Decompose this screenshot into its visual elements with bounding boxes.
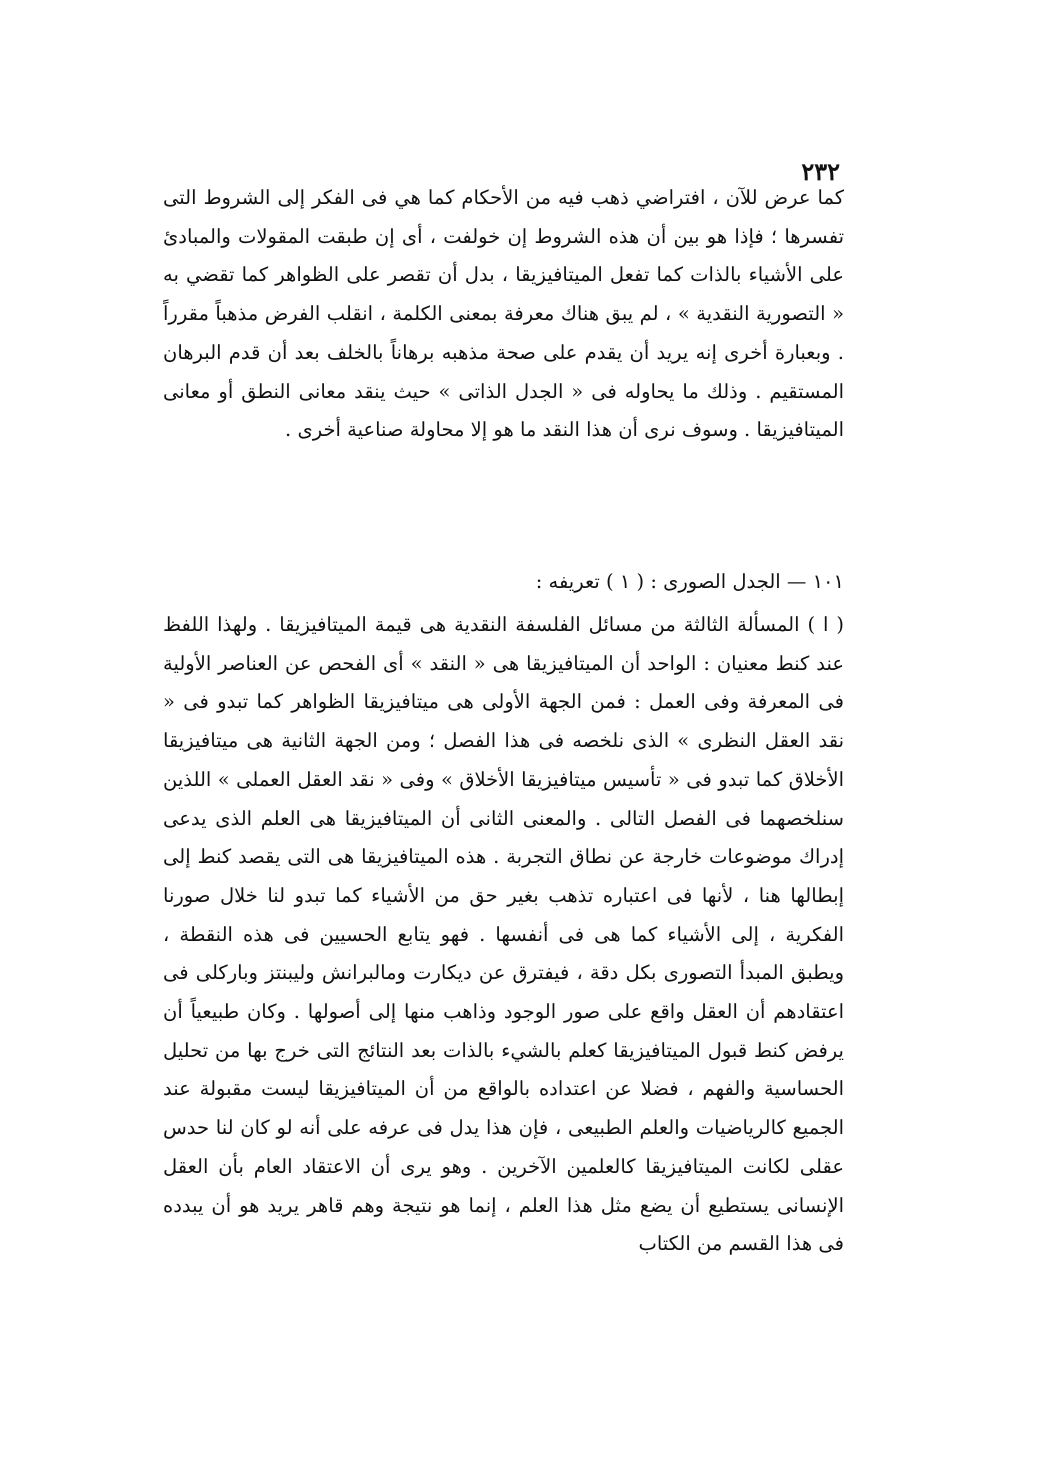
paragraph-text: كما عرض للآن ، افتراضي ذهب فيه من الأحكام كما هي فى الفكر إلى الشروط التى تفسرها ؛ فإذا هو بين أن هذه الشروط إن خولفت ، أى إن طبقت المقولات والمبادئ على الأشياء بالذات كما تفعل الميتافيزيقا ، بدل أن تقصر على الظواهر كما تقضي به « التصورية النقدية » ، لم يبق هناك معرفة بمعنى الكلمة ، انقلب الفرض مذهباً مقرراً . وبعبارة أخرى إنه يريد أن يقدم على صحة مذهبه برهاناً بالخلف بعد أن قدم البرهان المستقيم . وذلك ما يحاوله فى « الجدل الذاتى » حيث ينقد معانى النطق أو معانى الميتافيزيقا . وسوف نرى أن هذا النقد ما هو إلا محاولة صناعية أخرى . <box>163 186 844 442</box>
section-heading: ١٠١ — الجدل الصورى : ( ١ ) تعريفه : <box>535 570 844 593</box>
paragraph-text: ( ا ) المسألة الثالثة من مسائل الفلسفة النقدية هى قيمة الميتافيزيقا . ولهذا اللفظ عند كنط معنيان : الواحد أن الميتافيزيقا هى « النقد » أى الفحص عن العناصر الأولية فى المعرفة وفى العمل : فمن الجهة الأولى هى ميتافيزيقا الظواهر كما تبدو فى « نقد العقل النظرى » الذى نلخصه فى هذا الفصل ؛ ومن الجهة الثانية هى ميتافيزيقا الأخلاق كما تبدو فى « تأسيس ميتافيزيقا الأخلاق » وفى « نقد العقل العملى » اللذين سنلخصهما فى الفصل التالى . والمعنى الثانى أن الميتافيزيقا هى العلم الذى يدعى إدراك موضوعات خارجة عن نطاق التجربة . هذه الميتافيزيقا هى التى يقصد كنط إلى إبطالها هنا ، لأنها فى اعتباره تذهب بغير حق من الأشياء كما تبدو لنا خلال صورنا الفكرية ، إلى الأشياء كما هى فى أنفسها . فهو يتابع الحسيين فى هذه النقطة ، ويطبق المبدأ التصورى بكل دقة ، فيفترق عن ديكارت ومالبرانش وليبنتز وباركلى فى اعتقادهم أن العقل واقع على صور الوجود وذاهب منها إلى أصولها . وكان طبيعياً أن يرفض كنط قبول الميتافيزيقا كعلم بالشيء بالذات بعد النتائج التى خرج بها من تحليل الحساسية والفهم ، فضلا عن اعتداده بالواقع من أن الميتافيزيقا ليست مقبولة عند الجميع كالرياضيات والعلم الطبيعى ، فإن هذا يدل فى عرفه على أنه لو كان لنا حدس عقلى لكانت الميتافيزيقا كالعلمين الآخرين . وهو يرى أن الاعتقاد العام بأن العقل الإنسانى يستطيع أن يضع مثل هذا العلم ، إنما هو نتيجة وهم قاهر يريد هو أن يبدده فى هذا القسم من الكتاب <box>163 613 844 1256</box>
paragraph-continuation <box>163 179 844 450</box>
section-heading-container <box>163 563 844 601</box>
page-number: ٢٣٢ <box>801 157 840 186</box>
paragraph-section-body <box>163 606 844 1264</box>
